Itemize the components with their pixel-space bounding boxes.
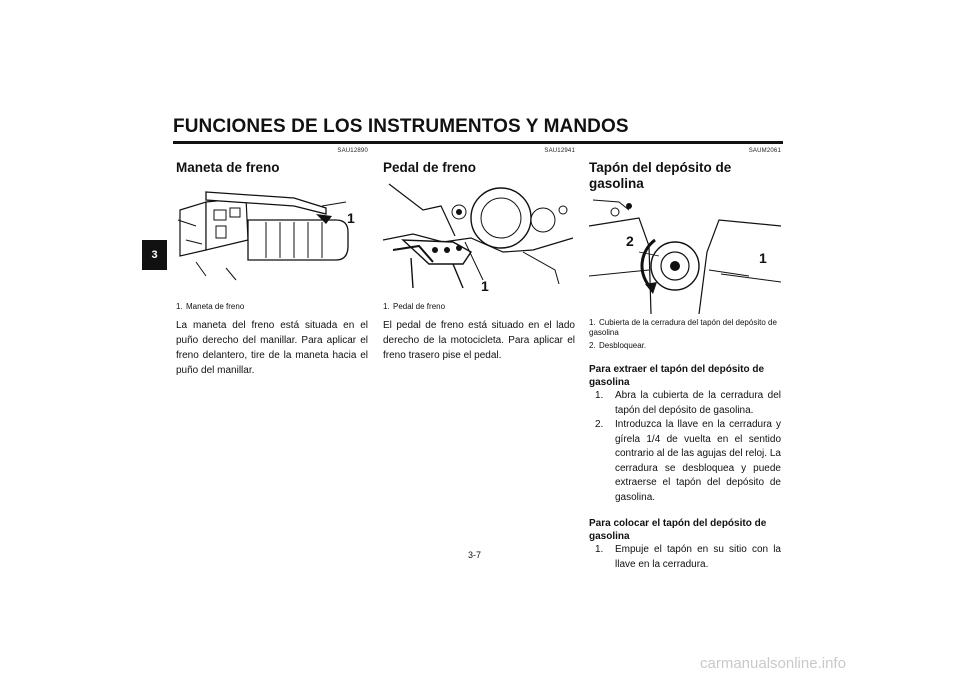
section-brake-lever xyxy=(176,148,368,378)
section-code: SAUM2061 xyxy=(748,148,781,154)
caption-text: Maneta de freno xyxy=(186,302,245,311)
step-text: Empuje el tapón en su sitio con la llave en la cerradura. xyxy=(615,544,781,570)
step-item xyxy=(595,418,781,505)
section-heading: Tapón del depósito de gasolina xyxy=(589,160,732,191)
subheading-install-cap: Para colocar el tapón del depósito de gasolina xyxy=(589,518,767,542)
step-text: Introduzca la llave en la cerradura y gírela 1/4 de vuelta en el sentido contrario al de las agujas del reloj. La cerradura se desbloquea y puede extraerse el tapón del depósito de gasolina. xyxy=(615,419,781,503)
section-code: SAU12890 xyxy=(337,148,368,154)
brake-pedal-illustration xyxy=(383,180,575,298)
watermark: carmanualsonline.info xyxy=(700,655,846,672)
figure-caption xyxy=(176,302,368,312)
step-number: 2. xyxy=(595,419,604,430)
caption-number: 1. xyxy=(176,302,183,311)
section-code: SAU12941 xyxy=(544,148,575,154)
subheading-remove-cap: Para extraer el tapón del depósito de gasolina xyxy=(589,364,765,388)
fuel-cap-illustration xyxy=(589,196,781,314)
caption-number: 2. xyxy=(589,341,596,350)
section-heading: Pedal de freno xyxy=(383,160,477,175)
callout-number: 2 xyxy=(626,233,634,249)
section-heading: Maneta de freno xyxy=(176,160,280,175)
caption-text: Desbloquear. xyxy=(599,341,647,350)
chapter-tab: 3 xyxy=(142,240,167,270)
caption-number: 1. xyxy=(383,302,390,311)
callout-number: 1 xyxy=(759,250,767,266)
step-item xyxy=(595,543,781,572)
step-text: Abra la cubierta de la cerradura del tapón del depósito de gasolina. xyxy=(615,390,781,416)
section-body: El pedal de freno está situado en el lado derecho de la motocicleta. Para aplicar el freno trasero pise el pedal. xyxy=(383,320,575,361)
section-body: La maneta del freno está situada en el puño derecho del manillar. Para aplicar el freno delantero, tire de la maneta hacia el puño del manillar. xyxy=(176,320,368,376)
step-number: 1. xyxy=(595,390,604,401)
callout-number: 1 xyxy=(347,210,355,226)
brake-lever-illustration xyxy=(176,180,368,298)
caption-number: 1. xyxy=(589,318,596,327)
section-fuel-tank-cap xyxy=(589,148,781,572)
page-number: 3-7 xyxy=(468,550,482,560)
caption-text: Cubierta de la cerradura del tapón del depósito de gasolina xyxy=(589,318,777,337)
figure-caption xyxy=(383,302,575,312)
page-header xyxy=(173,116,783,144)
page-title: FUNCIONES DE LOS INSTRUMENTOS Y MANDOS xyxy=(173,116,629,137)
figure-caption xyxy=(589,318,781,338)
header-rule xyxy=(173,141,783,144)
caption-text: Pedal de freno xyxy=(393,302,446,311)
step-number: 1. xyxy=(595,544,604,555)
figure-caption xyxy=(589,341,781,351)
step-item xyxy=(595,389,781,418)
callout-number: 1 xyxy=(481,278,489,294)
section-brake-pedal xyxy=(383,148,575,363)
